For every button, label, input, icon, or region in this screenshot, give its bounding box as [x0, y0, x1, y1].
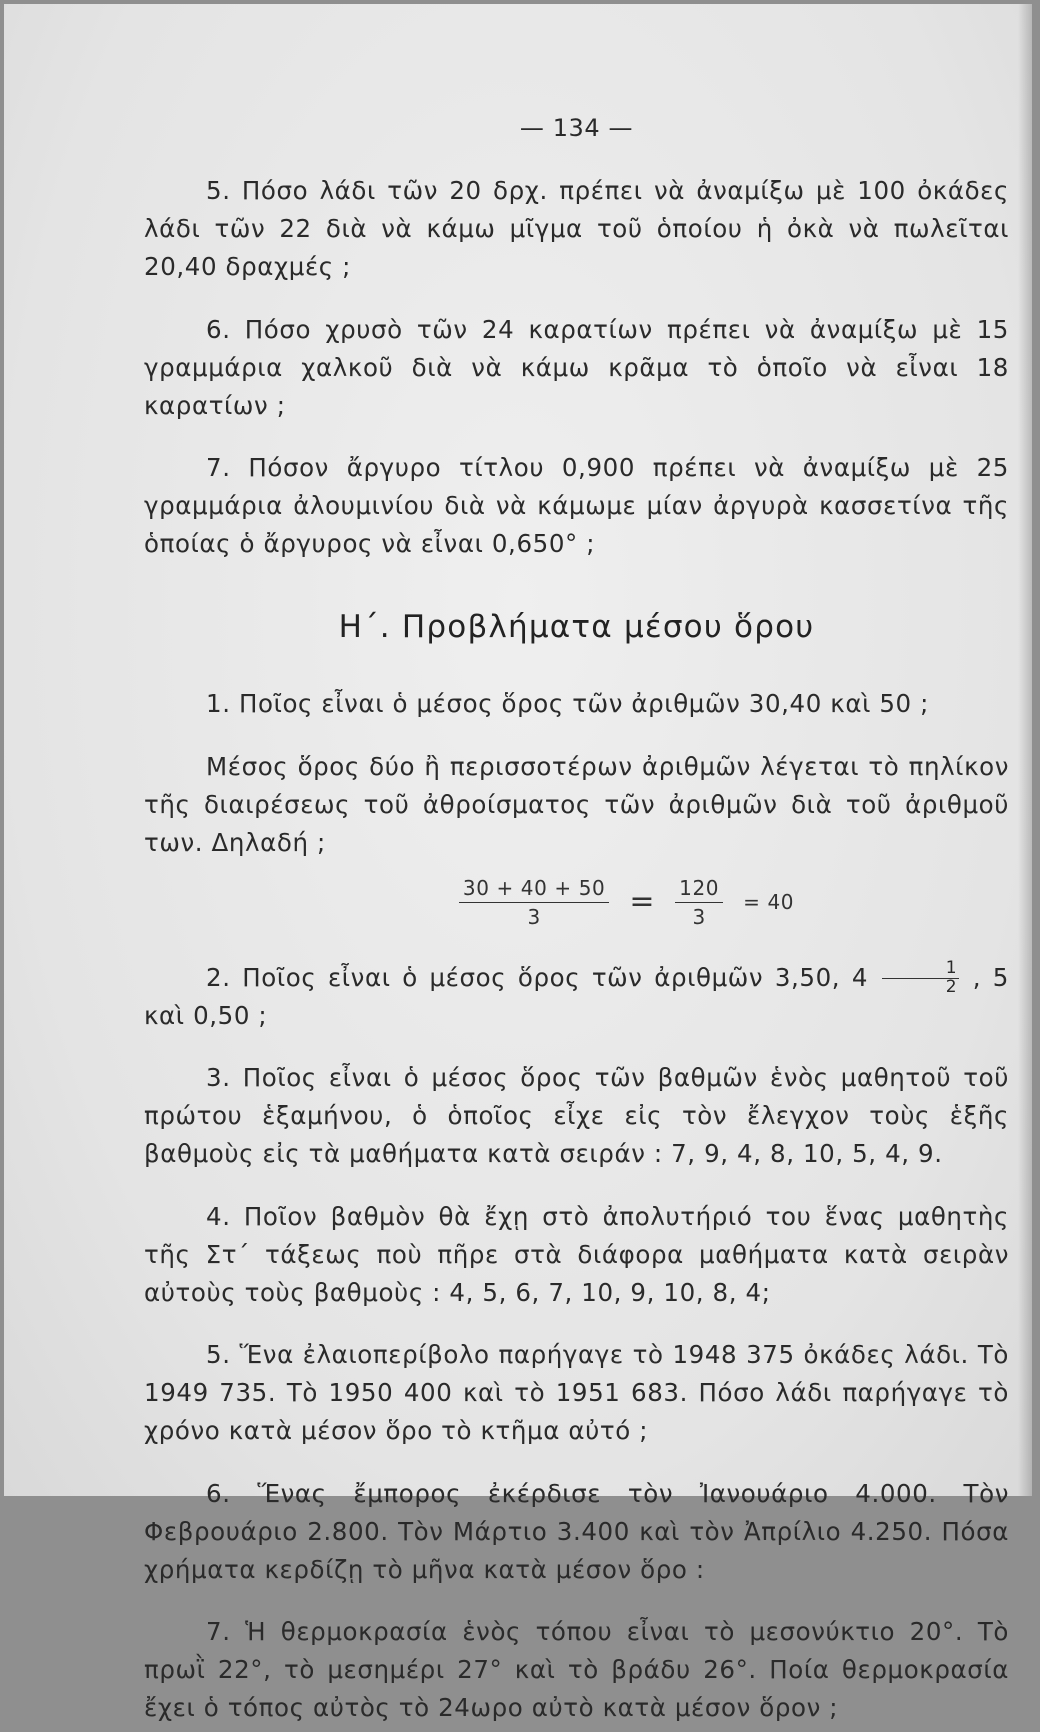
- problem-6-gold-alloy: 6. Πόσο χρυσὸ τῶν 24 καρατίων πρέπει νὰ ἀναμίξω μὲ 15 γραμμάρια χαλκοῦ διὰ νὰ κάμω κρᾶμα τὸ ὁποῖο νὰ εἶναι 18 καρατίων ;: [144, 314, 1009, 420]
- formula-fraction-total: [675, 876, 723, 929]
- avg-problem-5: 5. Ἕνα ἐλαιοπερίβολο παρήγαγε τὸ 1948 375 ὀκάδες λάδι. Τὸ 1949 735. Τὸ 1950 400 καὶ τὸ 1951 683. Πόσο λάδι παρήγαγε τὸ χρόνο κατὰ μέσον ὅρο τὸ κτῆμα αὐτό ;: [144, 1340, 1009, 1446]
- formula-result: = 40: [743, 890, 795, 914]
- formula-numerator-total: 120: [679, 875, 720, 900]
- formula-equals: =: [629, 884, 656, 919]
- avg-problem-1: 1. Ποῖος εἶναι ὁ μέσος ὅρος τῶν ἀριθμῶν 30,40 καὶ 50 ;: [206, 689, 929, 718]
- page-content: [144, 114, 1009, 1732]
- half-fraction-denominator: 2: [882, 978, 959, 997]
- page-edge-shadow: [1018, 4, 1032, 1496]
- avg-problem-2: [144, 959, 1009, 1035]
- problem-5-oil-mix: 5. Πόσο λάδι τῶν 20 δρχ. πρέπει νὰ ἀναμίξω μὲ 100 ὀκάδες λάδι τῶν 22 διὰ νὰ κάμω μῖγμα τοῦ ὁποίου ἡ ὀκὰ νὰ πωλεῖται 20,40 δραχμές ;: [144, 176, 1009, 281]
- half-fraction-numerator: 1: [945, 958, 958, 979]
- formula-numerator-sum: 30 + 40 + 50: [462, 875, 606, 900]
- avg-problem-6: 6. Ἕνας ἔμπορος ἐκέρδισε τὸν Ἰανουάριο 4.000. Τὸν Φεβρουάριο 2.800. Τὸν Μάρτιο 3.400 καὶ τὸν Ἀπρίλιο 4.250. Πόσα χρήματα κερδίζῃ τὸ μῆνα κατὰ μέσον ὅρο :: [144, 1478, 1009, 1584]
- avg-problem-7: 7. Ἡ θερμοκρασία ἑνὸς τόπου εἶναι τὸ μεσονύκτιο 20°. Τὸ πρωῒ 22°, τὸ μεσημέρι 27° καὶ τὸ βράδυ 26°. Ποία θερμοκρασία ἔχει ὁ τόπος αὐτὸς τὸ 24ωρο αὐτὸ κατὰ μέσον ὅρον ;: [144, 1617, 1009, 1723]
- half-fraction: [882, 960, 959, 997]
- avg-problem-3: 3. Ποῖος εἶναι ὁ μέσος ὅρος τῶν βαθμῶν ἑνὸς μαθητοῦ τοῦ πρώτου ἑξαμήνου, ὁ ὁποῖος εἶχε εἰς τὸν ἔλεγχον τοὺς ἑξῆς βαθμοὺς εἰς τὰ μαθήματα κατὰ σειράν : 7, 9, 4, 8, 10, 5, 4, 9.: [144, 1063, 1009, 1169]
- problem-7-silver-alloy: 7. Πόσον ἄργυρο τίτλου 0,900 πρέπει νὰ ἀναμίξω μὲ 25 γραμμάρια ἀλουμινίου διὰ νὰ κάμωμε μίαν ἀργυρὰ κασσετίνα τῆς ὁποίας ὁ ἄργυρος νὰ εἶναι 0,650° ;: [144, 453, 1009, 558]
- avg-problem-2-text-start: 2. Ποῖος εἶναι ὁ μέσος ὅρος τῶν ἀριθμῶν 3,50, 4: [206, 962, 869, 992]
- formula-denominator-total: 3: [675, 902, 723, 929]
- page-number: — 134 —: [519, 114, 634, 142]
- mean-definition: Μέσος ὅρος δύο ἢ περισσοτέρων ἀριθμῶν λέγεται τὸ πηλίκον τῆς διαιρέσεως τοῦ ἀθροίσματος τῶν ἀριθμῶν διὰ τοῦ ἀριθμοῦ των. Δηλαδή ;: [144, 751, 1009, 857]
- formula-fraction-sum: [459, 876, 610, 929]
- formula-denominator-sum: 3: [459, 902, 610, 929]
- avg-problem-4: 4. Ποῖον βαθμὸν θὰ ἔχῃ στὸ ἀπολυτήριό του ἕνας μαθητὴς τῆς Στ΄ τάξεως ποὺ πῆρε στὰ διάφορα μαθήματα κατὰ σειρὰν αὐτοὺς τοὺς βαθμοὺς : 4, 5, 6, 7, 10, 9, 10, 8, 4;: [144, 1201, 1009, 1307]
- mean-formula: [244, 876, 1009, 929]
- book-page: [4, 4, 1032, 1723]
- avg-problem-2-text-end: , 5 καὶ 0,50 ;: [144, 962, 1009, 1030]
- section-heading: Η΄. Προβλήματα μέσου ὅρου: [338, 609, 815, 645]
